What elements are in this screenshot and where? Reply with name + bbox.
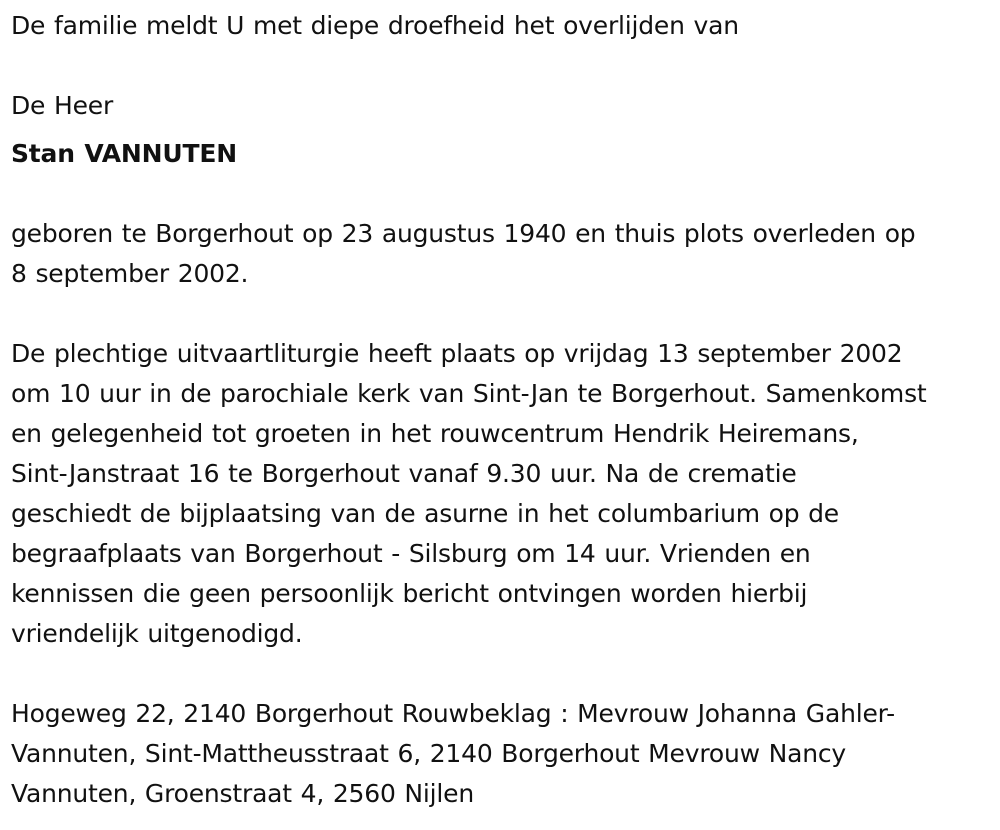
ceremony-line: om 10 uur in de parochiale kerk van Sint-Jan te Borgerhout. Samenkomst (11, 379, 927, 408)
ceremony-line: en gelegenheid tot groeten in het rouwcentrum Hendrik Heiremans, (11, 419, 859, 448)
ceremony-line: De plechtige uitvaartliturgie heeft plaats op vrijdag 13 september 2002 (11, 339, 903, 368)
intro-text: De familie meldt U met diepe droefheid het overlijden van (11, 11, 739, 40)
ceremony-paragraph (11, 334, 990, 654)
birth-death-paragraph (11, 214, 990, 294)
ceremony-line: vriendelijk uitgenodigd. (11, 619, 303, 648)
ceremony-line: kennissen die geen persoonlijk bericht ontvingen worden hierbij (11, 579, 808, 608)
address-line: Hogeweg 22, 2140 Borgerhout Rouwbeklag : Mevrouw Johanna Gahler- (11, 699, 895, 728)
addresses-paragraph (11, 694, 990, 814)
deceased-name: Stan VANNUTEN (11, 139, 237, 168)
address-line: Vannuten, Groenstraat 4, 2560 Nijlen (11, 779, 474, 808)
address-line: Vannuten, Sint-Mattheusstraat 6, 2140 Borgerhout Mevrouw Nancy (11, 739, 846, 768)
ceremony-line: Sint-Janstraat 16 te Borgerhout vanaf 9.30 uur. Na de crematie (11, 459, 797, 488)
ceremony-line: begraafplaats van Borgerhout - Silsburg om 14 uur. Vrienden en (11, 539, 811, 568)
birth-death-line: geboren te Borgerhout op 23 augustus 1940 en thuis plots overleden op (11, 219, 916, 248)
birth-death-line: 8 september 2002. (11, 259, 249, 288)
ceremony-line: geschiedt de bijplaatsing van de asurne in het columbarium op de (11, 499, 839, 528)
honorific-title: De Heer (11, 91, 114, 120)
